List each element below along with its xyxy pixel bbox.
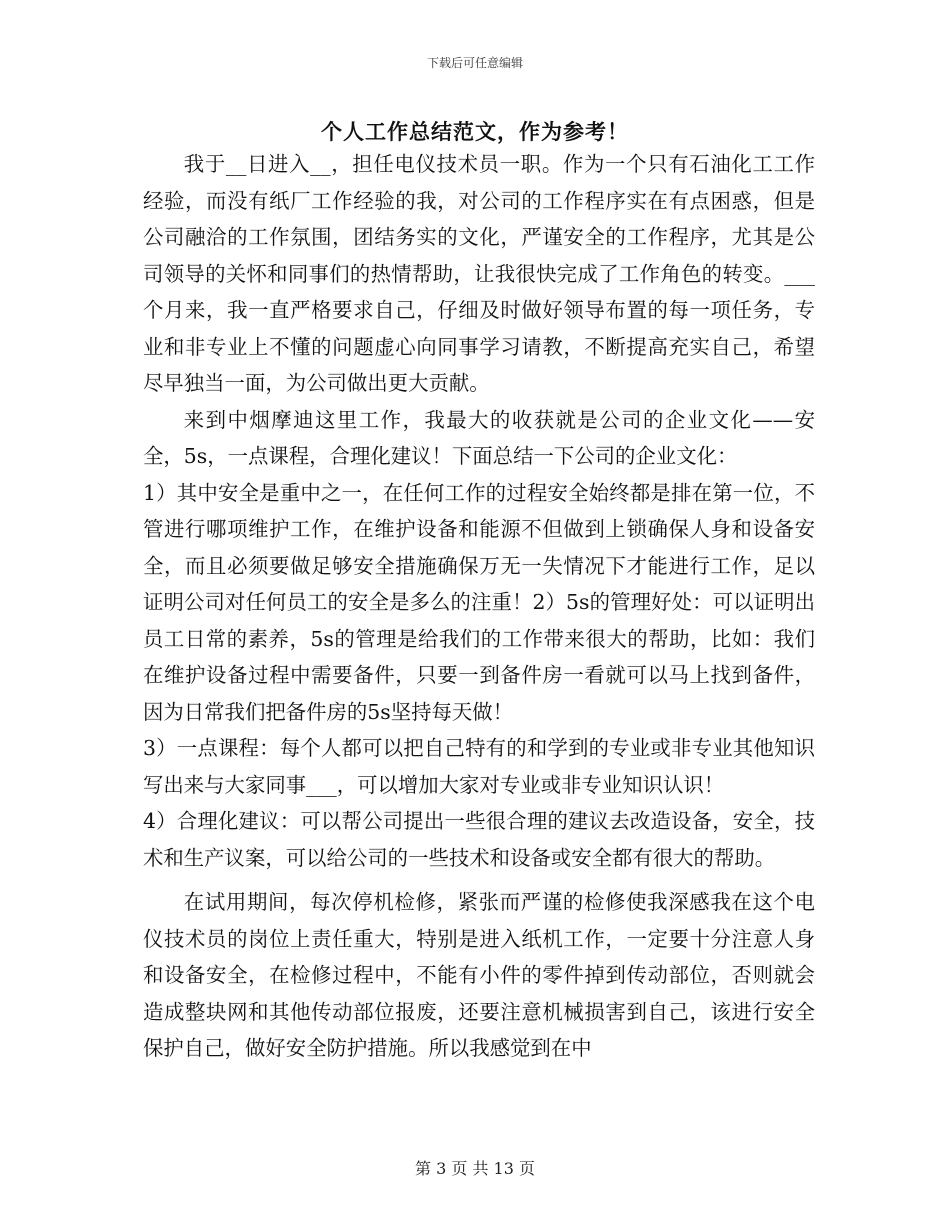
paragraph-culture-intro: 来到中烟摩迪这里工作，我最大的收获就是公司的企业文化——安全，5s，一点课程，合理化建议！下面总结一下公司的企业文化： — [143, 407, 815, 468]
paragraph-one-point-lesson: 3）一点课程：每个人都可以把自己特有的和学到的专业或非专业其他知识写出来与大家同事___，可以增加大家对专业或非专业知识认识！ — [143, 736, 815, 797]
paragraph-intro: 我于__日进入__，担任电仪技术员一职。作为一个只有石油化工工作经验，而没有纸厂工作经验的我，对公司的工作程序实在有点困惑，但是公司融洽的工作氛围，团结务实的文化，严谨安全的工作程序，尤其是公司领导的关怀和同事们的热情帮助，让我很快完成了工作角色的转变。___个月来，我一直严格要求自己，仔细及时做好领导布置的每一项任务，专业和非专业上不懂的问题虚心向同事学习请教，不断提高充实自己，希望尽早独当一面，为公司做出更大贡献。 — [143, 152, 815, 395]
document-body — [143, 146, 815, 1067]
paragraph-rational-suggestion: 4）合理化建议：可以帮公司提出一些很合理的建议去改造设备，安全，技术和生产议案，可以给公司的一些技术和设备或安全都有很大的帮助。 — [143, 809, 815, 870]
paragraph-safety-5s: 1）其中安全是重中之一，在任何工作的过程安全始终都是排在第一位，不管进行哪项维护工作，在维护设备和能源不但做到上锁确保人身和设备安全，而且必须要做足够安全措施确保万无一失情况下才能进行工作，足以证明公司对任何员工的安全是多么的注重！2）5s的管理好处：可以证明出员工日常的素养，5s的管理是给我们的工作带来很大的帮助，比如：我们在维护设备过程中需要备件，只要一到备件房一看就可以马上找到备件，因为日常我们把备件房的5s坚持每天做！ — [143, 480, 815, 724]
page-header: 下载后可任意编辑 — [426, 56, 523, 70]
paragraph-trial-period: 在试用期间，每次停机检修，紧张而严谨的检修使我深感我在这个电仪技术员的岗位上责任重大，特别是进入纸机工作，一定要十分注意人身和设备安全，在检修过程中，不能有小件的零件掉到传动部位，否则就会造成整块网和其他传动部位报废，还要注意机械损害到自己，该进行安全保护自己，做好安全防护措施。所以我感觉到在中 — [143, 890, 815, 1060]
page-number: 第 3 页 共 13 页 — [415, 1159, 535, 1178]
document-title: 个人工作总结范文，作为参考！ — [321, 119, 629, 144]
